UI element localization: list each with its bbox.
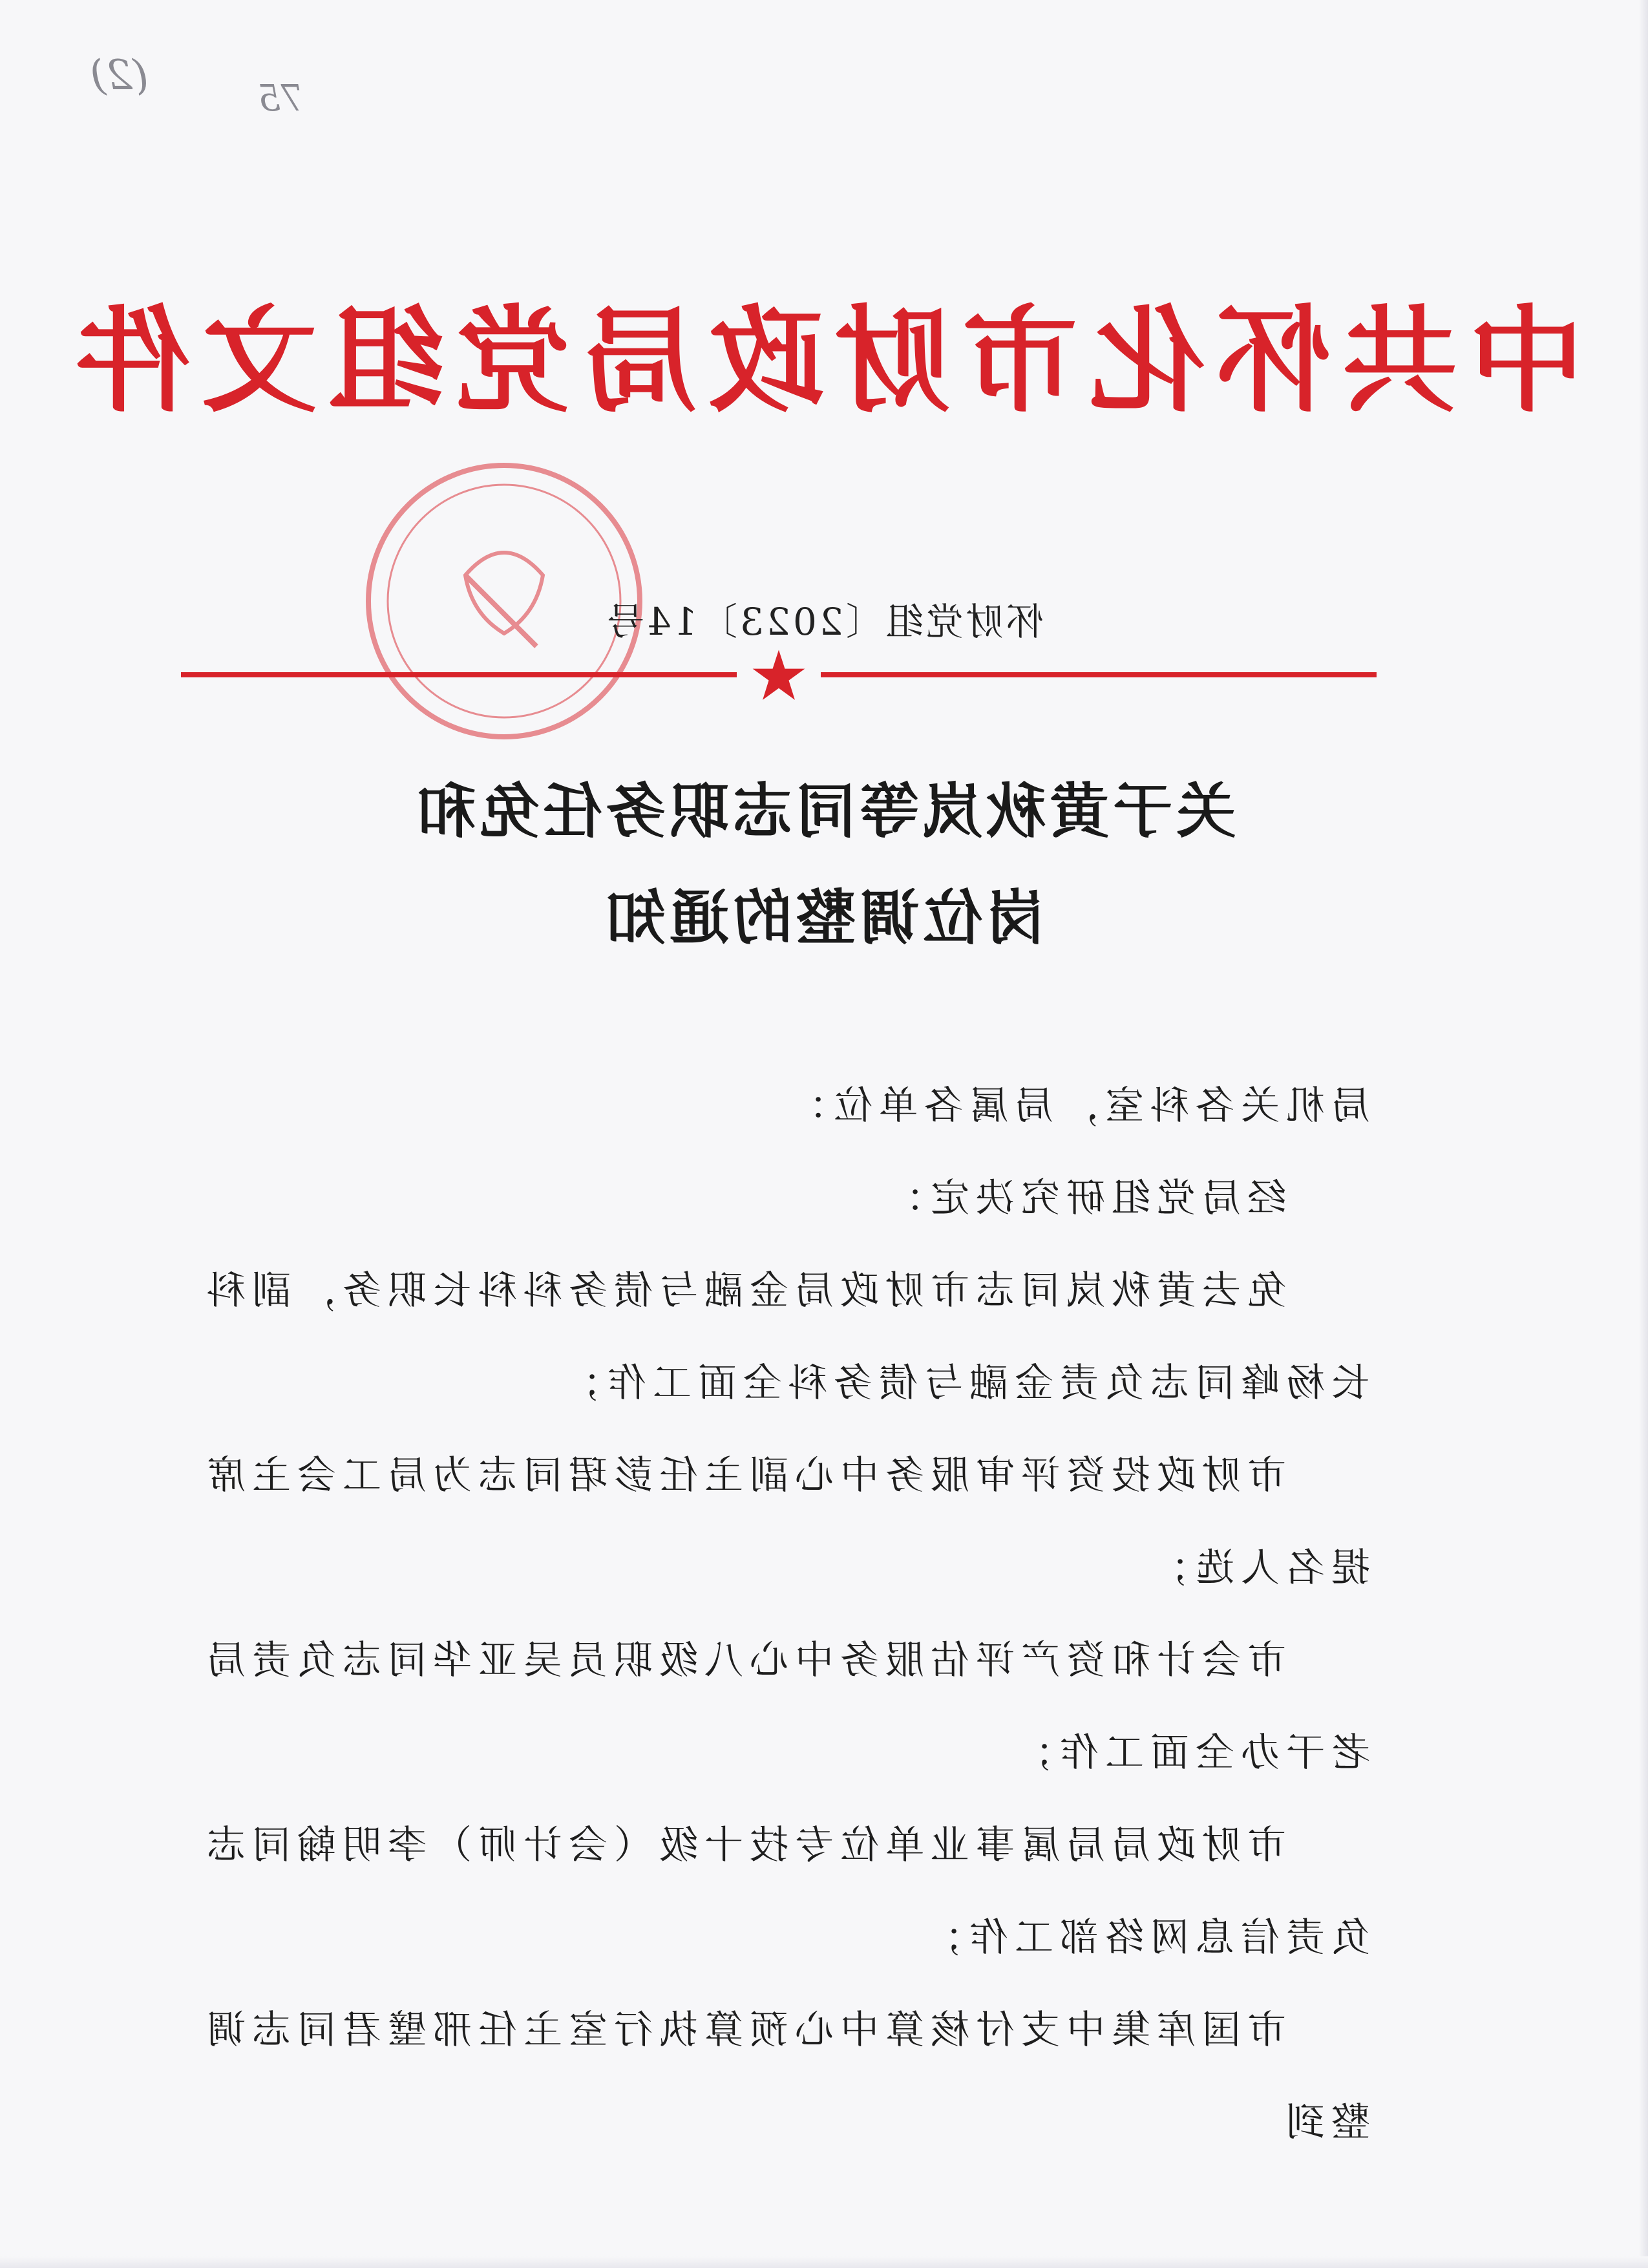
scan-edge-bottom — [0, 2256, 1648, 2268]
body-paragraph: 市会计和资产评估服务中心八级职员吴亚华同志负责局老干办全面工作； — [200, 1638, 1370, 1775]
body-paragraph: 经局党组研究决定： — [879, 1176, 1286, 1221]
salutation: 局机关各科室，局属各单位： — [782, 1083, 1370, 1129]
body-paragraph: 市财政投资评审服务中心副主任彭珺同志为局工会主席提名人选； — [200, 1453, 1370, 1591]
handwritten-mark: (2) — [90, 52, 149, 100]
notice-body — [181, 1060, 1370, 2169]
document-header-title: 中共怀化市财政局党组文件 — [64, 294, 1584, 428]
document-number: 怀财党组〔2023〕14号 — [604, 600, 1044, 644]
notice-title-line-1: 关于黄秋岚等同志职务任免和 — [412, 777, 1236, 846]
handwritten-mark: 75 — [257, 78, 304, 120]
body-paragraph: 市财政局局属事业单位专技十级（会计师）李明翰同志负责信息网络部工作； — [200, 1823, 1370, 1960]
red-rule-left — [821, 672, 1377, 677]
star-icon — [751, 648, 807, 703]
body-paragraph: 市国库集中支付核算中心预算执行室主任邢璧君同志调整到 — [200, 2008, 1370, 2145]
red-rule-right — [181, 672, 737, 677]
notice-title-line-2: 岗位调整的通知 — [602, 884, 1046, 953]
scan-edge-right — [1639, 0, 1648, 2268]
body-paragraph: 免去黄秋岚同志市财政局金融与债务科科长职务，副科长杨峰同志负责金融与债务科全面工作； — [200, 1268, 1370, 1406]
